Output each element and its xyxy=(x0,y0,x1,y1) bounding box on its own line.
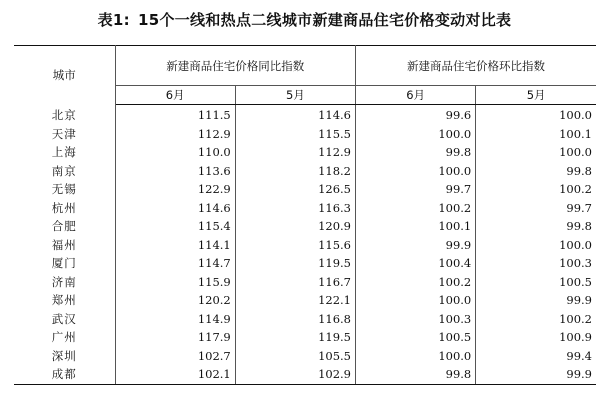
city-name: 合肥 xyxy=(14,217,115,236)
yoy-june-value: 114.6 xyxy=(115,199,235,218)
yoy-may-value: 102.9 xyxy=(235,365,355,384)
yoy-index-header: 新建商品住宅价格同比指数 xyxy=(115,46,356,86)
yoy-june-header: 6月 xyxy=(115,86,235,105)
table-row xyxy=(14,254,596,273)
table-body xyxy=(14,105,596,385)
yoy-june-value: 111.5 xyxy=(115,105,235,125)
yoy-june-value: 117.9 xyxy=(115,328,235,347)
mom-june-value: 100.2 xyxy=(356,273,476,292)
city-name: 南京 xyxy=(14,162,115,181)
city-name: 广州 xyxy=(14,328,115,347)
city-name: 上海 xyxy=(14,143,115,162)
mom-june-value: 99.6 xyxy=(356,105,476,125)
yoy-may-header: 5月 xyxy=(235,86,355,105)
yoy-may-value: 122.1 xyxy=(235,291,355,310)
mom-may-value: 99.9 xyxy=(476,365,596,384)
yoy-may-value: 115.6 xyxy=(235,236,355,255)
yoy-may-value: 116.8 xyxy=(235,310,355,329)
table-title-label: 表1: xyxy=(97,11,130,29)
mom-may-value: 99.8 xyxy=(566,163,592,178)
yoy-may-value: 118.2 xyxy=(235,162,355,181)
yoy-may-value: 120.9 xyxy=(235,217,355,236)
mom-index-header: 新建商品住宅价格环比指数 xyxy=(356,46,597,86)
city-name: 天津 xyxy=(14,125,115,144)
yoy-june-value: 115.4 xyxy=(115,217,235,236)
mom-may-value: 100.0 xyxy=(559,237,592,252)
yoy-june-value: 120.2 xyxy=(115,291,235,310)
mom-may-value: 100.1 xyxy=(559,126,592,141)
mom-may-value: 99.7 xyxy=(566,200,592,215)
table-row xyxy=(14,236,596,255)
mom-june-value: 99.7 xyxy=(356,180,476,199)
mom-june-value: 100.4 xyxy=(356,254,476,273)
table-row xyxy=(14,291,596,310)
mom-may-value: 100.2 xyxy=(559,182,592,196)
mom-june-value: 100.1 xyxy=(356,217,476,236)
city-name: 武汉 xyxy=(14,310,115,329)
yoy-may-value: 112.9 xyxy=(235,143,355,162)
table-row xyxy=(14,125,596,144)
mom-may-value: 100.2 xyxy=(559,311,592,326)
mom-may-value: 100.0 xyxy=(559,145,592,159)
mom-june-header: 6月 xyxy=(356,86,476,105)
table-row xyxy=(14,273,596,292)
city-column-header: 城市 xyxy=(14,46,115,105)
table-row xyxy=(14,180,596,199)
yoy-june-value: 114.1 xyxy=(115,236,235,255)
table-title-text: 15个一线和热点二线城市新建商品住宅价格变动对比表 xyxy=(137,11,512,29)
table-row xyxy=(14,347,596,366)
table-row xyxy=(14,199,596,218)
mom-june-value: 100.3 xyxy=(356,310,476,329)
table-row xyxy=(14,162,596,181)
table-row xyxy=(14,328,596,347)
mom-june-value: 100.5 xyxy=(356,328,476,347)
yoy-june-value: 110.0 xyxy=(115,143,235,162)
city-name: 济南 xyxy=(14,273,115,292)
mom-may-value: 99.4 xyxy=(566,348,592,363)
table-row xyxy=(14,310,596,329)
city-name: 郑州 xyxy=(14,291,115,310)
mom-may-value: 99.9 xyxy=(566,293,592,307)
mom-may-header: 5月 xyxy=(476,86,596,105)
yoy-june-value: 122.9 xyxy=(115,180,235,199)
yoy-may-value: 116.7 xyxy=(235,273,355,292)
header-row-groups xyxy=(14,46,596,86)
table-row xyxy=(14,105,596,125)
mom-june-value: 100.0 xyxy=(356,291,476,310)
mom-june-value: 100.0 xyxy=(356,347,476,366)
city-name: 成都 xyxy=(14,365,115,384)
yoy-june-value: 114.9 xyxy=(115,310,235,329)
table-row xyxy=(14,365,596,384)
mom-june-value: 99.9 xyxy=(356,236,476,255)
mom-june-value: 100.0 xyxy=(356,162,476,181)
price-index-table xyxy=(14,45,596,385)
mom-may-value: 99.8 xyxy=(566,219,592,233)
yoy-may-value: 126.5 xyxy=(235,180,355,199)
yoy-june-value: 115.9 xyxy=(115,273,235,292)
mom-may-value: 100.0 xyxy=(559,108,592,122)
table-row xyxy=(14,143,596,162)
yoy-june-value: 112.9 xyxy=(115,125,235,144)
city-name: 杭州 xyxy=(14,199,115,218)
table-title xyxy=(0,9,609,30)
city-name: 北京 xyxy=(14,105,115,125)
city-name: 福州 xyxy=(14,236,115,255)
yoy-june-value: 114.7 xyxy=(115,254,235,273)
city-name: 深圳 xyxy=(14,347,115,366)
yoy-may-value: 115.5 xyxy=(235,125,355,144)
mom-may-value: 100.3 xyxy=(559,256,592,270)
yoy-june-value: 102.7 xyxy=(115,347,235,366)
yoy-may-value: 105.5 xyxy=(235,347,355,366)
table-row xyxy=(14,217,596,236)
mom-june-value: 100.0 xyxy=(356,125,476,144)
mom-may-value: 100.9 xyxy=(559,330,592,344)
mom-june-value: 99.8 xyxy=(356,365,476,384)
yoy-june-value: 102.1 xyxy=(115,365,235,384)
yoy-may-value: 119.5 xyxy=(235,254,355,273)
yoy-may-value: 119.5 xyxy=(235,328,355,347)
yoy-may-value: 114.6 xyxy=(235,105,355,125)
mom-june-value: 100.2 xyxy=(356,199,476,218)
city-name: 无锡 xyxy=(14,180,115,199)
yoy-may-value: 116.3 xyxy=(235,199,355,218)
city-name: 厦门 xyxy=(14,254,115,273)
mom-may-value: 100.5 xyxy=(559,274,592,289)
yoy-june-value: 113.6 xyxy=(115,162,235,181)
mom-june-value: 99.8 xyxy=(356,143,476,162)
